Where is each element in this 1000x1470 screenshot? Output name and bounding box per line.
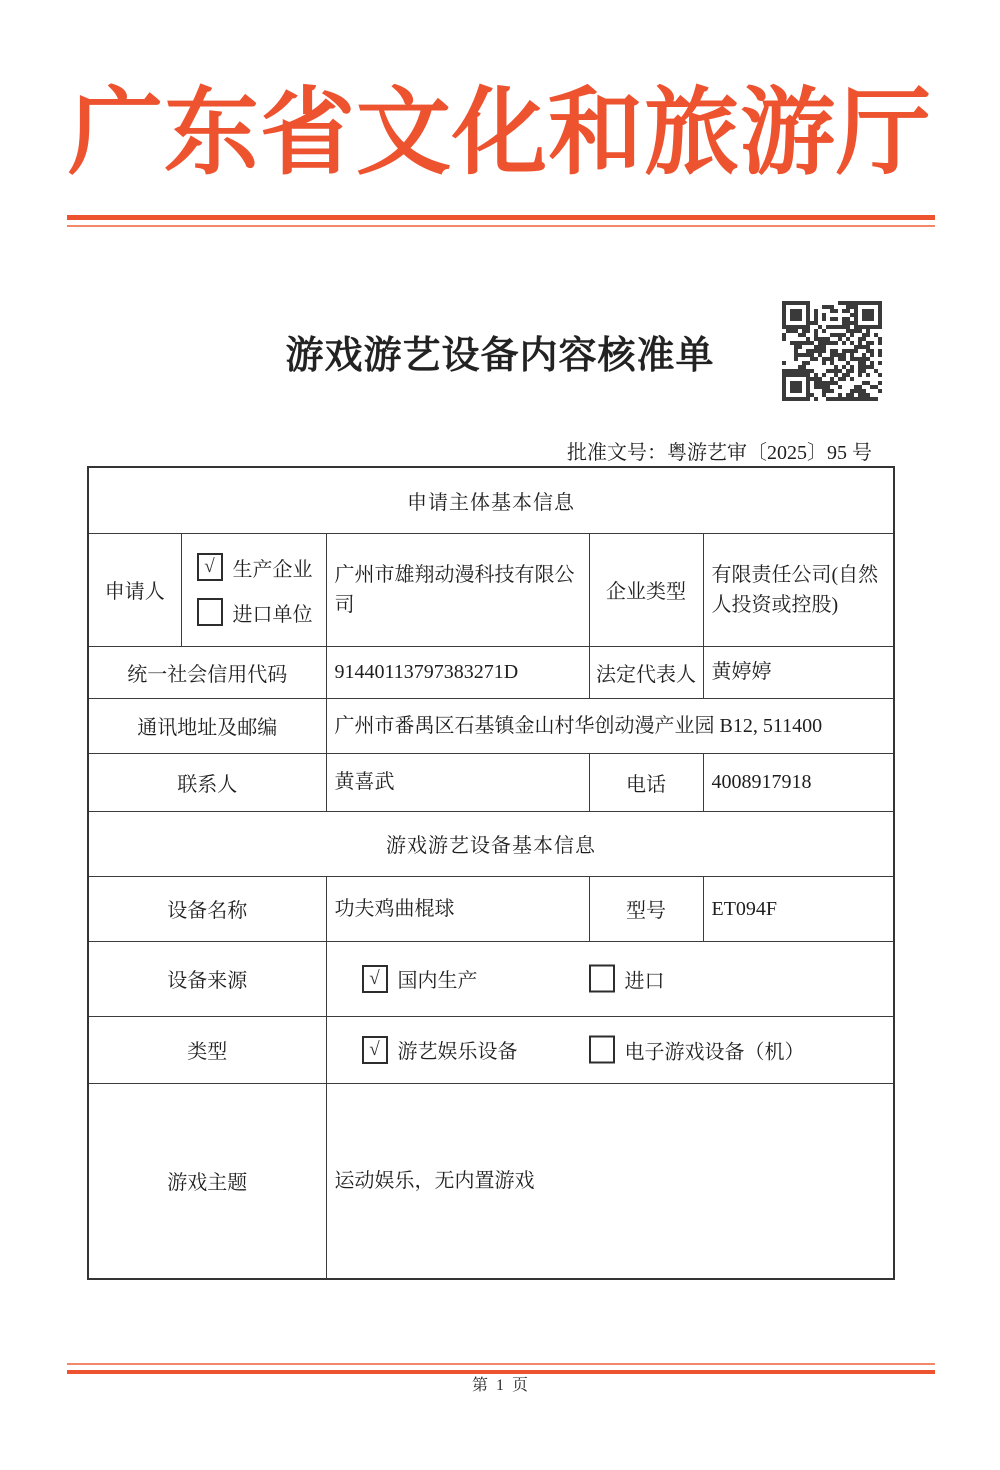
section-header-device-info [88, 811, 894, 876]
footer-thin-line [67, 1363, 935, 1365]
device-name-label: 设备名称 [88, 876, 326, 941]
game-theme-value: 运动娱乐，无内置游戏 [326, 1083, 894, 1279]
electronic-game-option [589, 1035, 805, 1064]
phone-label: 电话 [589, 753, 703, 811]
credit-code-value: 91440113797383271D [326, 646, 589, 698]
applicant-type-options [181, 533, 326, 646]
device-source-label: 设备来源 [88, 941, 326, 1016]
address-label: 通讯地址及邮编 [88, 698, 326, 753]
applicant-label: 申请人 [88, 533, 181, 646]
device-name-value: 功夫鸡曲棍球 [326, 876, 589, 941]
importer-checkbox[interactable] [197, 598, 223, 626]
domestic-production-checkbox[interactable]: √ [362, 965, 388, 993]
device-type-options [326, 1016, 894, 1083]
domestic-production-label: 国内生产 [397, 970, 478, 992]
legal-rep-value: 黄婷婷 [703, 646, 894, 698]
contact-value: 黄喜武 [326, 753, 589, 811]
producer-checkbox[interactable]: √ [197, 553, 223, 581]
model-label: 型号 [589, 876, 703, 941]
game-theme-row [88, 1083, 894, 1279]
producer-option-label: 生产企业 [232, 558, 313, 581]
page-footer [67, 1363, 935, 1395]
masthead-divider [67, 215, 935, 227]
model-value: ET094F [703, 876, 894, 941]
import-option [589, 964, 665, 993]
electronic-game-checkbox[interactable] [589, 1036, 615, 1064]
credit-code-label: 统一社会信用代码 [88, 646, 326, 698]
device-name-row [88, 876, 894, 941]
device-type-label: 类型 [88, 1016, 326, 1083]
device-type-row [88, 1016, 894, 1083]
applicant-row [88, 533, 894, 646]
amusement-device-checkbox[interactable]: √ [362, 1036, 388, 1064]
agency-masthead: 广东省文化和旅游厅 [67, 80, 932, 186]
address-row [88, 698, 894, 753]
page-number: 第 1 页 [471, 1377, 530, 1394]
import-label: 进口 [624, 970, 665, 992]
device-source-row [88, 941, 894, 1016]
approval-number: 批准文号：粤游艺审〔2025〕95 号 [567, 442, 872, 464]
credit-code-row [88, 646, 894, 698]
electronic-game-label: 电子游戏设备（机） [624, 1041, 805, 1063]
amusement-device-label: 游艺娱乐设备 [397, 1041, 518, 1063]
section2-title: 游戏游艺设备基本信息 [88, 811, 894, 876]
device-source-options [326, 941, 894, 1016]
importer-option-label: 进口单位 [232, 603, 313, 626]
legal-rep-label: 法定代表人 [589, 646, 703, 698]
applicant-company-value: 广州市雄翔动漫科技有限公司 [326, 533, 589, 646]
importer-option [197, 598, 326, 627]
masthead-divider-thin-line [67, 225, 935, 227]
masthead-divider-thick-line [67, 215, 935, 220]
company-type-label: 企业类型 [589, 533, 703, 646]
document-title: 游戏游艺设备内容核准单 [285, 335, 715, 377]
address-value: 广州市番禺区石基镇金山村华创动漫产业园 B12, 511400 [326, 698, 894, 753]
approval-form-table [87, 466, 895, 1280]
section1-title: 申请主体基本信息 [88, 467, 894, 533]
company-type-value: 有限责任公司(自然人投资或控股) [703, 533, 894, 646]
section-header-applicant-info [88, 467, 894, 533]
game-theme-label: 游戏主题 [88, 1083, 326, 1279]
import-checkbox[interactable] [589, 965, 615, 993]
contact-label: 联系人 [88, 753, 326, 811]
producer-option [197, 553, 326, 582]
phone-value: 4008917918 [703, 753, 894, 811]
contact-row [88, 753, 894, 811]
qr-code [782, 301, 882, 401]
